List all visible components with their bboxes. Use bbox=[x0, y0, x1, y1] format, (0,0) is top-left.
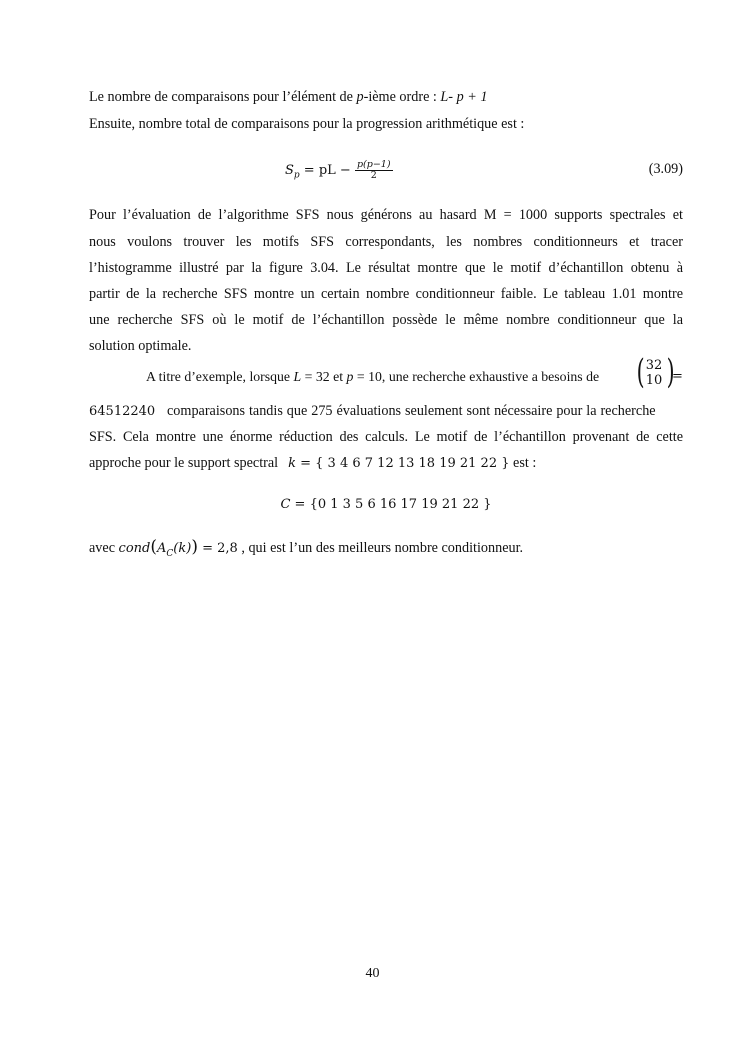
math-set: = {0 1 3 5 6 16 17 19 21 22 } bbox=[290, 497, 492, 512]
math-number: 64512240 bbox=[89, 404, 156, 419]
math-subscript: C bbox=[166, 548, 174, 559]
math-variable: L bbox=[293, 369, 302, 384]
math-expression: L- p + 1 bbox=[440, 89, 488, 105]
text-line: partir de la recherche SFS montre un certain nombre conditionneur faible. Le tableau 1.01 montre bbox=[89, 286, 683, 302]
text-span: , qui est l’un des meilleurs nombre conditionneur. bbox=[237, 540, 524, 556]
math-value: = 2,8 bbox=[197, 541, 238, 556]
math-symbol: S bbox=[285, 162, 294, 178]
binomial-bottom: 10 bbox=[645, 373, 663, 388]
text-line bbox=[89, 402, 683, 421]
math-variable: p bbox=[346, 369, 354, 384]
text-span: A titre d’exemple, lorsque bbox=[146, 369, 294, 384]
math-subscript: p bbox=[293, 170, 300, 181]
math-symbol: A bbox=[157, 541, 167, 556]
equation-number: (3.09) bbox=[648, 161, 683, 177]
fraction bbox=[355, 160, 393, 181]
math-expression: = pL − bbox=[299, 162, 355, 178]
math-expression: (k) bbox=[173, 541, 192, 556]
binomial-coefficient: ( 32 10 ) bbox=[636, 352, 675, 392]
text-span: est : bbox=[509, 455, 537, 471]
text-line bbox=[146, 368, 626, 386]
text-line: SFS. Cela montre une énorme réduction des calculs. Le motif de l’échantillon provenant de cette bbox=[89, 429, 683, 445]
text-line bbox=[89, 88, 683, 106]
text-span: = 32 et bbox=[301, 369, 347, 384]
math-set: = { 3 4 6 7 12 13 18 19 21 22 } bbox=[296, 456, 510, 471]
text-line: une recherche SFS où le motif de l’échantillon possède le même nombre conditionneur que la bbox=[89, 312, 683, 328]
binomial-top: 32 bbox=[645, 358, 663, 373]
equation-C bbox=[89, 495, 683, 514]
equation-3-09 bbox=[89, 158, 683, 184]
text-span: comparaisons tandis que 275 évaluations seulement sont nécessaire pour la recherche bbox=[155, 403, 656, 419]
math-variable: k bbox=[288, 456, 296, 471]
math-function: cond bbox=[118, 541, 151, 556]
math-equals: = bbox=[672, 369, 683, 384]
text-line bbox=[89, 454, 683, 473]
text-line: l’histogramme illustré par la figure 3.04. Le résultat montre que le motif d’échantillon obtenu à bbox=[89, 260, 683, 276]
text-span: approche pour le support spectral bbox=[89, 455, 279, 471]
text-line: Pour l’évaluation de l’algorithme SFS nous générons au hasard M = 1000 supports spectrales et bbox=[89, 207, 683, 223]
fraction-numerator: p(p−1) bbox=[356, 159, 391, 170]
text-span: = 10, une recherche exhaustive a besoins de bbox=[353, 369, 600, 384]
text-line: avec $cond(A_C(k)) = 2,8$ , qui est l’un des meilleurs nombre conditionneur. bbox=[89, 537, 524, 559]
math-variable: p bbox=[356, 89, 364, 105]
text-line: nous voulons trouver les motifs SFS correspondants, les nombres conditionneurs et tracer bbox=[89, 234, 683, 250]
text-line: solution optimale. bbox=[89, 338, 192, 354]
text-span: avec bbox=[89, 540, 119, 556]
text-line: Ensuite, nombre total de comparaisons pour la progression arithmétique est : bbox=[89, 116, 525, 132]
fraction-denominator: 2 bbox=[370, 170, 377, 181]
text-span: -ième ordre : bbox=[363, 89, 441, 105]
text-span: Le nombre de comparaisons pour l’élément de bbox=[89, 89, 357, 105]
page-number: 40 bbox=[365, 966, 380, 981]
math-symbol: C bbox=[280, 497, 291, 512]
